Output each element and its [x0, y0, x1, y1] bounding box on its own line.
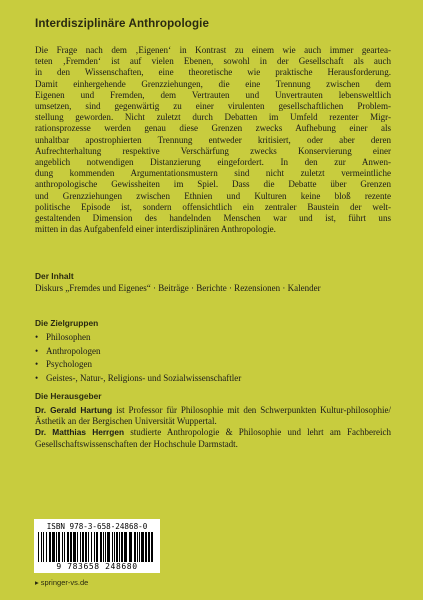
barcode-bar: [85, 532, 87, 562]
list-item: • Geistes-, Natur-, Religions- und Sozialwissenschaftler: [35, 372, 241, 386]
barcode-bar: [137, 532, 138, 562]
barcode-bar: [116, 532, 118, 562]
barcode-bar: [67, 532, 69, 562]
barcode-bar: [100, 532, 102, 562]
barcode-bar: [112, 532, 113, 562]
barcode-bar: [82, 532, 84, 562]
text-line: mitten in das Aufgabenfeld einer interdisziplinären Anthropologie.: [35, 224, 276, 235]
text-line: Die Frage nach dem ‚Eigenen‘ in Kontrast zu einem wie auch immer geartea-: [35, 45, 391, 55]
barcode-bars: [38, 532, 156, 562]
text-line: gestaltenden Dimension des handelnden Menschen war und ist, führt uns: [35, 213, 391, 224]
text-line: Damit einhergehende Grenzziehungen, die eine Trennung zwischen dem: [35, 78, 391, 89]
barcode-bar: [49, 532, 51, 562]
text-line: rationsprozesse werden genau diese Grenzen zwecks Aufhebung einer als: [35, 123, 391, 134]
inhalt-text: Diskurs „Fremdes und Eigenes“ · Beiträge · Berichte · Rezensionen · Kalender: [35, 283, 321, 293]
text-line: in den Wissenschaften, eine theoretische wie praktische Herausforderung.: [35, 67, 391, 78]
barcode-bar: [134, 532, 136, 562]
barcode-bar: [52, 532, 55, 562]
list-item: • Philosophen: [35, 331, 241, 345]
barcode-bar: [94, 532, 95, 562]
text-line: und Grenzziehungen zwischen Ethnien und Kulturen keine bloß rezente: [35, 190, 391, 201]
barcode: [34, 519, 160, 573]
text-line: teten ‚Fremden‘ ist auf vielen Ebenen, sowohl in der Gesellschaft als auch: [35, 56, 391, 67]
barcode-bar: [151, 532, 153, 562]
list-item: • Anthropologen: [35, 345, 241, 359]
inhalt-heading: Der Inhalt: [35, 271, 74, 281]
editor-1: [35, 405, 391, 427]
barcode-bar: [107, 532, 110, 562]
series-title: Interdisziplinäre Anthropologie: [35, 17, 210, 30]
list-item: • Psychologen: [35, 358, 241, 372]
editors-block: [35, 405, 391, 450]
zielgruppen-heading: Die Zielgruppen: [35, 318, 99, 328]
barcode-bar: [129, 532, 132, 562]
barcode-bar: [38, 532, 39, 562]
publisher-url: [35, 578, 88, 587]
text-line: anthropologische Gewissheiten im Spiel. Dass die Debatte über Grenzen: [35, 179, 391, 190]
isbn-label: ISBN 978-3-658-24868-0: [46, 522, 148, 531]
barcode-bar: [96, 532, 98, 562]
barcode-bar: [119, 532, 120, 562]
barcode-bar: [62, 532, 63, 562]
text-line: umsetzen, sind gegenwärtig zu einer virulenten gesellschaftlichen Problem-: [35, 101, 391, 112]
text-line: stellung geworden. Nicht zuletzt durch Debatten im Umfeld rezenter Migr-: [35, 112, 391, 123]
herausgeber-heading: Die Herausgeber: [35, 391, 102, 401]
barcode-digits: 9 783658 248680: [56, 562, 138, 571]
barcode-bar: [88, 532, 89, 562]
url-text: springer-vs.de: [40, 578, 89, 587]
editor-2-text: studierte Anthropologie & Philosophie und lehrt am Fachbereich Gesellschaftswissenschaften der Hochschule Darmstadt.: [35, 427, 391, 449]
barcode-bar: [41, 532, 42, 562]
barcode-bar: [70, 532, 72, 562]
barcode-bar: [91, 532, 92, 562]
barcode-bar: [103, 532, 104, 562]
description-text: [35, 45, 391, 235]
barcode-bar: [46, 532, 47, 562]
barcode-bar: [64, 532, 65, 562]
barcode-bar: [114, 532, 115, 562]
text-line: angeblich notwendigen Distanzierung eingefordert. In den zur Anwen-: [35, 157, 391, 168]
editor-2-name: Dr. Matthias Herrgen: [35, 427, 125, 438]
barcode-bar: [105, 532, 106, 562]
barcode-bar: [148, 532, 150, 562]
triangle-icon: ▸: [35, 578, 39, 587]
zielgruppen-list: [35, 331, 241, 385]
barcode-bar: [145, 532, 147, 562]
text-line: Eigenen und Fremden, dem Vertrauten und Unvertrauten lebensweltlich: [35, 89, 391, 100]
barcode-bar: [43, 532, 44, 562]
editor-1-name: Dr. Gerald Hartung: [35, 405, 113, 415]
barcode-bar: [58, 532, 60, 562]
text-line: dung kommenden Argumentationsmustern sind nicht zuletzt vermeintliche: [35, 168, 391, 179]
barcode-bar: [141, 532, 144, 562]
barcode-bar: [139, 532, 140, 562]
barcode-bar: [77, 532, 78, 562]
barcode-bar: [121, 532, 123, 562]
editor-1-text: ist Professor für Philosophie mit den Schwerpunkten Kultur-philosophie/Ästhetik an der Bergischen Universität Wuppertal.: [35, 405, 391, 427]
barcode-bar: [80, 532, 81, 562]
text-line: politische Episode ist, sondern offensichtlich ein zentraler Baustein der welt-: [35, 201, 391, 212]
editor-2: [35, 427, 391, 449]
text-line: Aufrechterhaltung respektive Verschärfung zwecks Konservierung einer: [35, 145, 391, 156]
barcode-bar: [73, 532, 76, 562]
barcode-bar: [56, 532, 57, 562]
text-line: unhaltbar apostrophierten Trennung entweder kritisiert, oder aber deren: [35, 134, 391, 145]
barcode-bar: [124, 532, 127, 562]
